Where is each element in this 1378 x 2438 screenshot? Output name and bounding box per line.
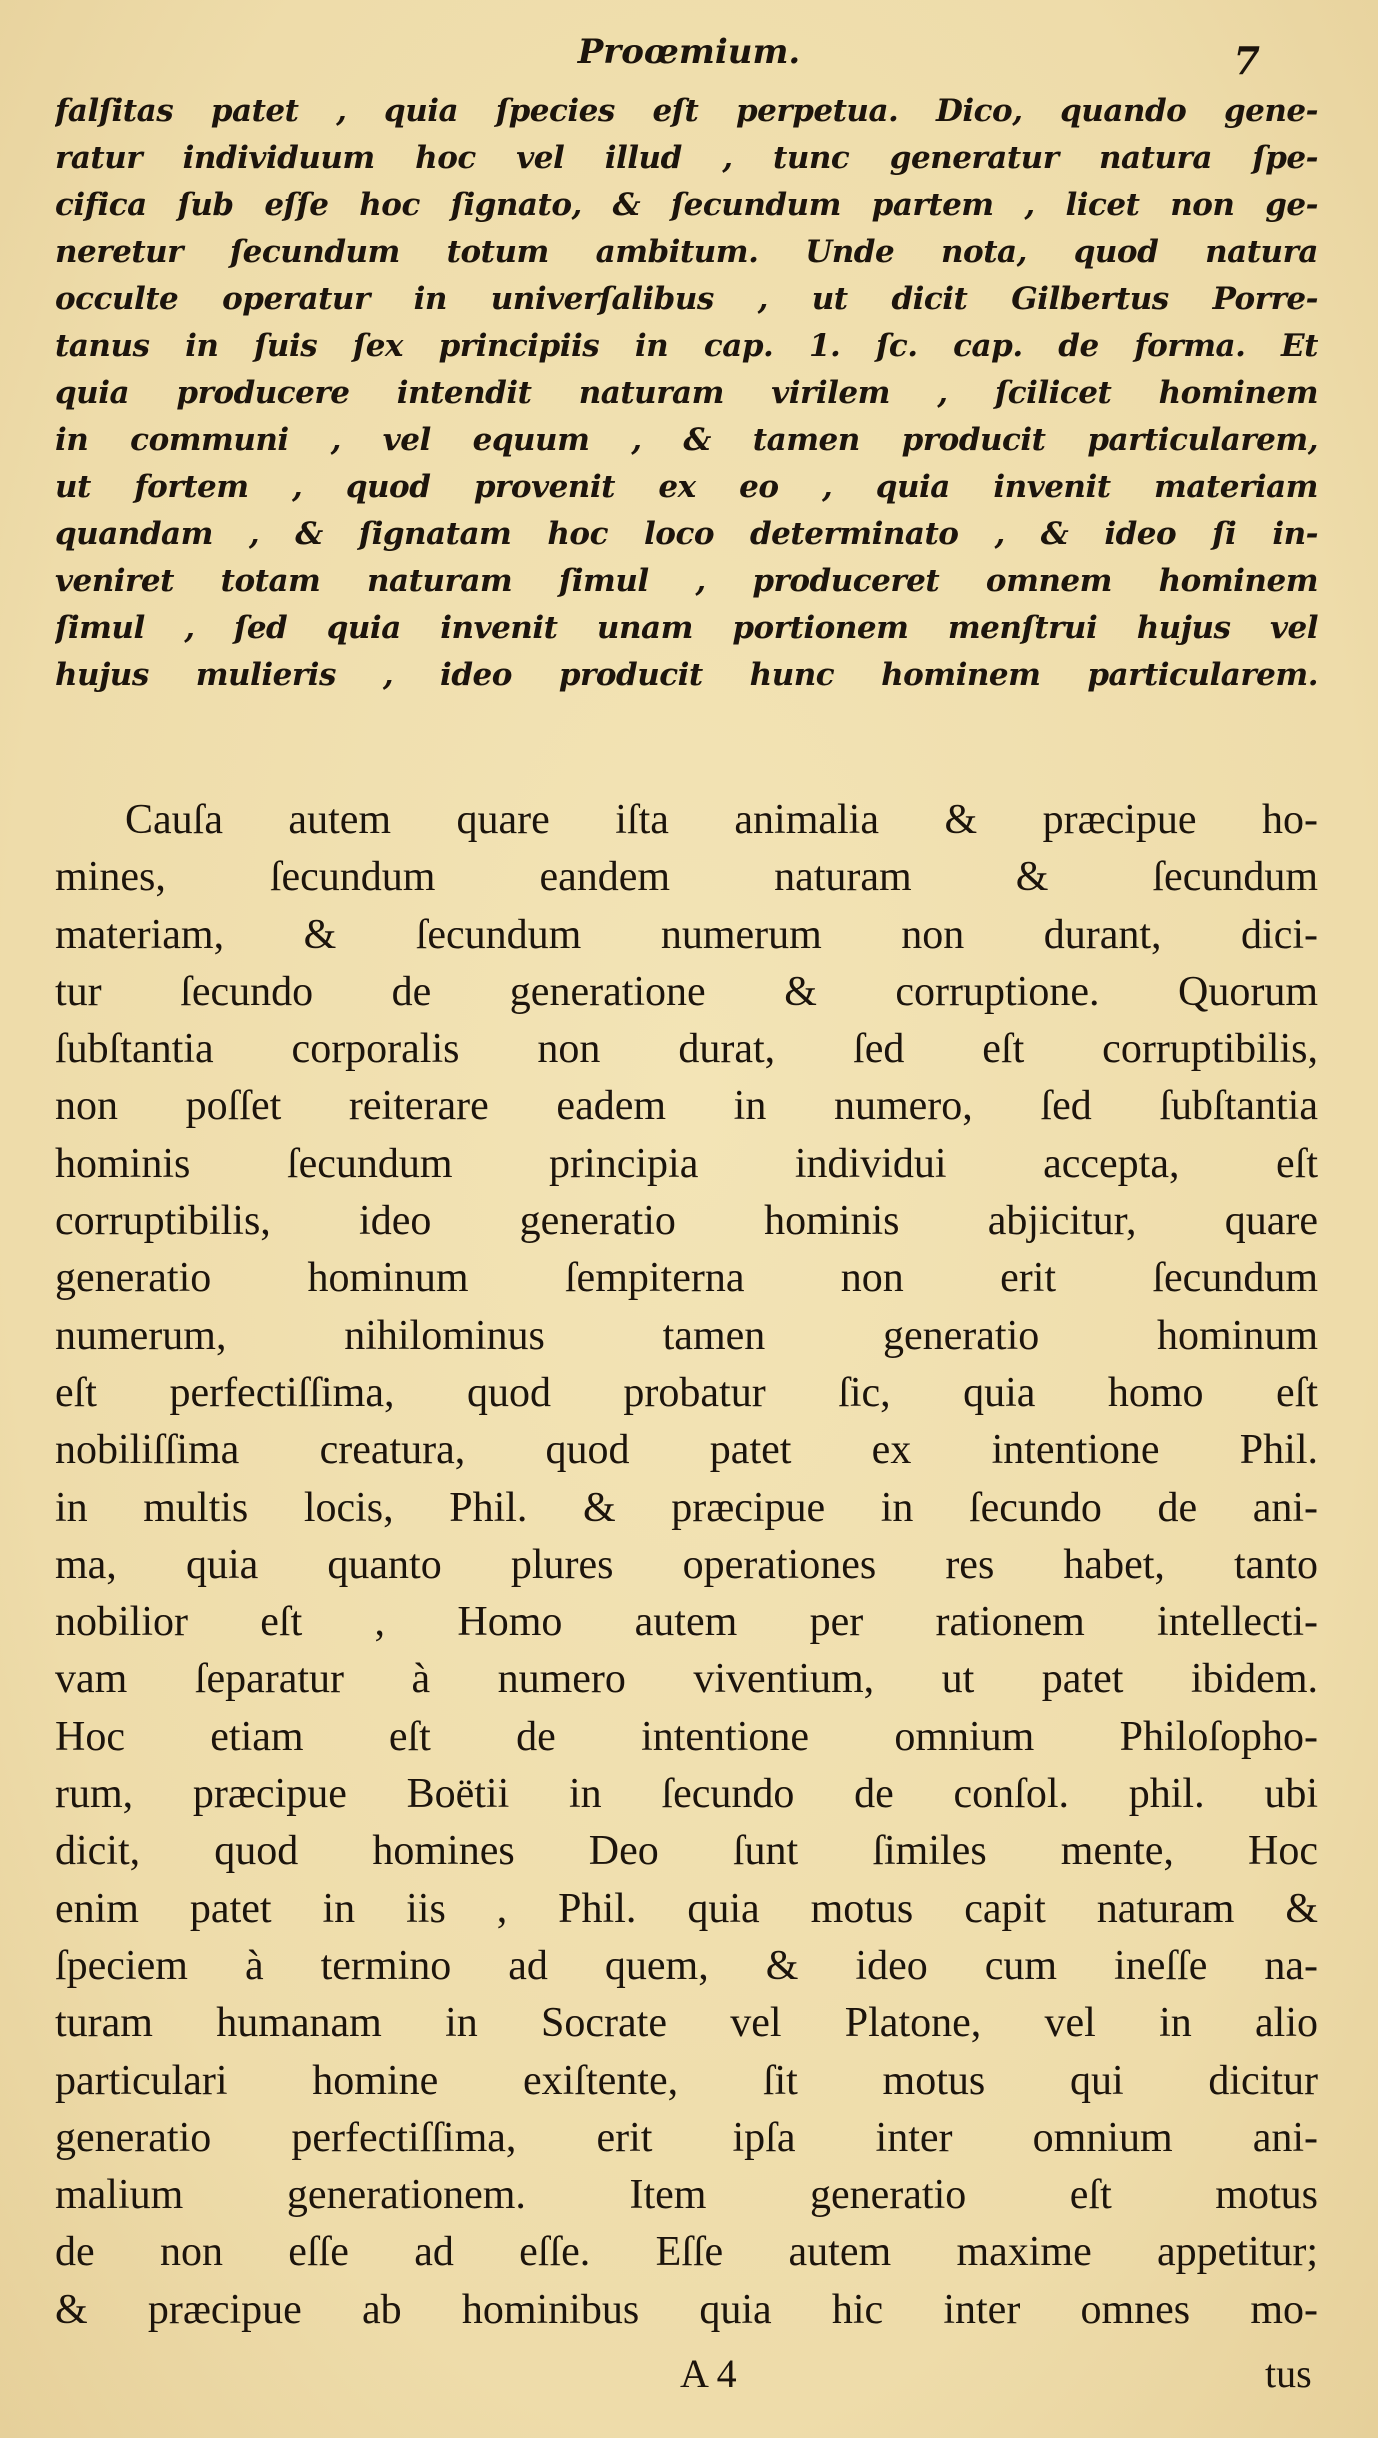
text-line: non poſſet reiterare eadem in numero, ſed ſubſtantia bbox=[55, 1083, 1318, 1130]
text-line: quia producere intendit naturam virilem , ſcilicet hominem bbox=[55, 375, 1318, 411]
text-line: Hoc etiam eſt de intentione omnium Philoſopho- bbox=[55, 1713, 1318, 1760]
text-line: tur ſecundo de generatione & corruptione. Quorum bbox=[55, 968, 1318, 1015]
text-line: particulari homine exiſtente, ſit motus qui dicitur bbox=[55, 2057, 1318, 2104]
text-line: cifica ſub eſſe hoc ſignato, & ſecundum partem , licet non ge- bbox=[55, 187, 1318, 223]
catchword: tus bbox=[1265, 2351, 1312, 2396]
text-line: malium generationem. Item generatio eſt motus bbox=[55, 2172, 1318, 2219]
text-line: ratur individuum hoc vel illud , tunc generatur natura ſpe- bbox=[55, 140, 1318, 176]
text-line: neretur ſecundum totum ambitum. Unde nota, quod natura bbox=[55, 234, 1318, 270]
text-line: nobiliſſima creatura, quod patet ex intentione Phil. bbox=[55, 1427, 1318, 1474]
page-footer bbox=[0, 2350, 1378, 2400]
text-line: ut fortem , quod provenit ex eo , quia invenit materiam bbox=[55, 469, 1318, 505]
text-line: ma, quia quanto plures operationes res habet, tanto bbox=[55, 1541, 1318, 1588]
page-number: 7 bbox=[1233, 38, 1260, 83]
text-line: nobilior eſt , Homo autem per rationem intellecti- bbox=[55, 1599, 1318, 1646]
page-header bbox=[0, 32, 1378, 82]
text-line: de non eſſe ad eſſe. Eſſe autem maxime appetitur; bbox=[55, 2229, 1318, 2276]
text-line: veniret totam naturam ſimul , produceret omnem hominem bbox=[55, 563, 1318, 599]
text-line: ſimul , ſed quia invenit unam portionem menſtrui hujus vel bbox=[55, 610, 1318, 646]
text-line: numerum, nihilominus tamen generatio hominum bbox=[55, 1312, 1318, 1359]
italic-paragraph bbox=[55, 88, 1318, 699]
text-line: hujus mulieris , ideo producit hunc hominem particularem. bbox=[55, 657, 1318, 693]
text-line: ſpeciem à termino ad quem, & ideo cum ineſſe na- bbox=[55, 1942, 1318, 1989]
text-line: ſubſtantia corporalis non durat, ſed eſt corruptibilis, bbox=[55, 1026, 1318, 1073]
text-line: eſt perfectiſſima, quod probatur ſic, quia homo eſt bbox=[55, 1369, 1318, 1416]
signature-mark: A 4 bbox=[680, 2351, 737, 2396]
text-line: generatio hominum ſempiterna non erit ſecundum bbox=[55, 1255, 1318, 1302]
text-line: tanus in ſuis ſex principiis in cap. 1. ſc. cap. de forma. Et bbox=[55, 328, 1318, 364]
text-line: occulte operatur in univerſalibus , ut dicit Gilbertus Porre- bbox=[55, 281, 1318, 317]
text-line: rum, præcipue Boëtii in ſecundo de conſol. phil. ubi bbox=[55, 1771, 1318, 1818]
running-title: Proœmium. bbox=[577, 32, 801, 72]
text-line: in multis locis, Phil. & præcipue in ſecundo de ani- bbox=[55, 1484, 1318, 1531]
text-line: materiam, & ſecundum numerum non durant, dici- bbox=[55, 911, 1318, 958]
text-line: generatio perfectiſſima, erit ipſa inter omnium ani- bbox=[55, 2114, 1318, 2161]
text-line: turam humanam in Socrate vel Platone, vel in alio bbox=[55, 2000, 1318, 2047]
text-line: in communi , vel equum , & tamen producit particularem, bbox=[55, 422, 1318, 458]
text-line: enim patet in iis , Phil. quia motus capit naturam & bbox=[55, 1885, 1318, 1932]
text-line: hominis ſecundum principia individui accepta, eſt bbox=[55, 1140, 1318, 1187]
text-line: corruptibilis, ideo generatio hominis abjicitur, quare bbox=[55, 1198, 1318, 1245]
text-line: & præcipue ab hominibus quia hic inter omnes mo- bbox=[55, 2286, 1318, 2333]
text-line: mines, ſecundum eandem naturam & ſecundum bbox=[55, 854, 1318, 901]
text-line: dicit, quod homines Deo ſunt ſimiles mente, Hoc bbox=[55, 1828, 1318, 1875]
text-line: vam ſeparatur à numero viventium, ut patet ibidem. bbox=[55, 1656, 1318, 1703]
text-line: Cauſa autem quare iſta animalia & præcipue ho- bbox=[125, 797, 1318, 843]
text-line: falſitas patet , quia ſpecies eſt perpetua. Dico, quando gene- bbox=[55, 93, 1318, 129]
roman-paragraph bbox=[55, 792, 1318, 2339]
text-line: quandam , & ſignatam hoc loco determinato , & ideo ſi in- bbox=[55, 516, 1318, 552]
